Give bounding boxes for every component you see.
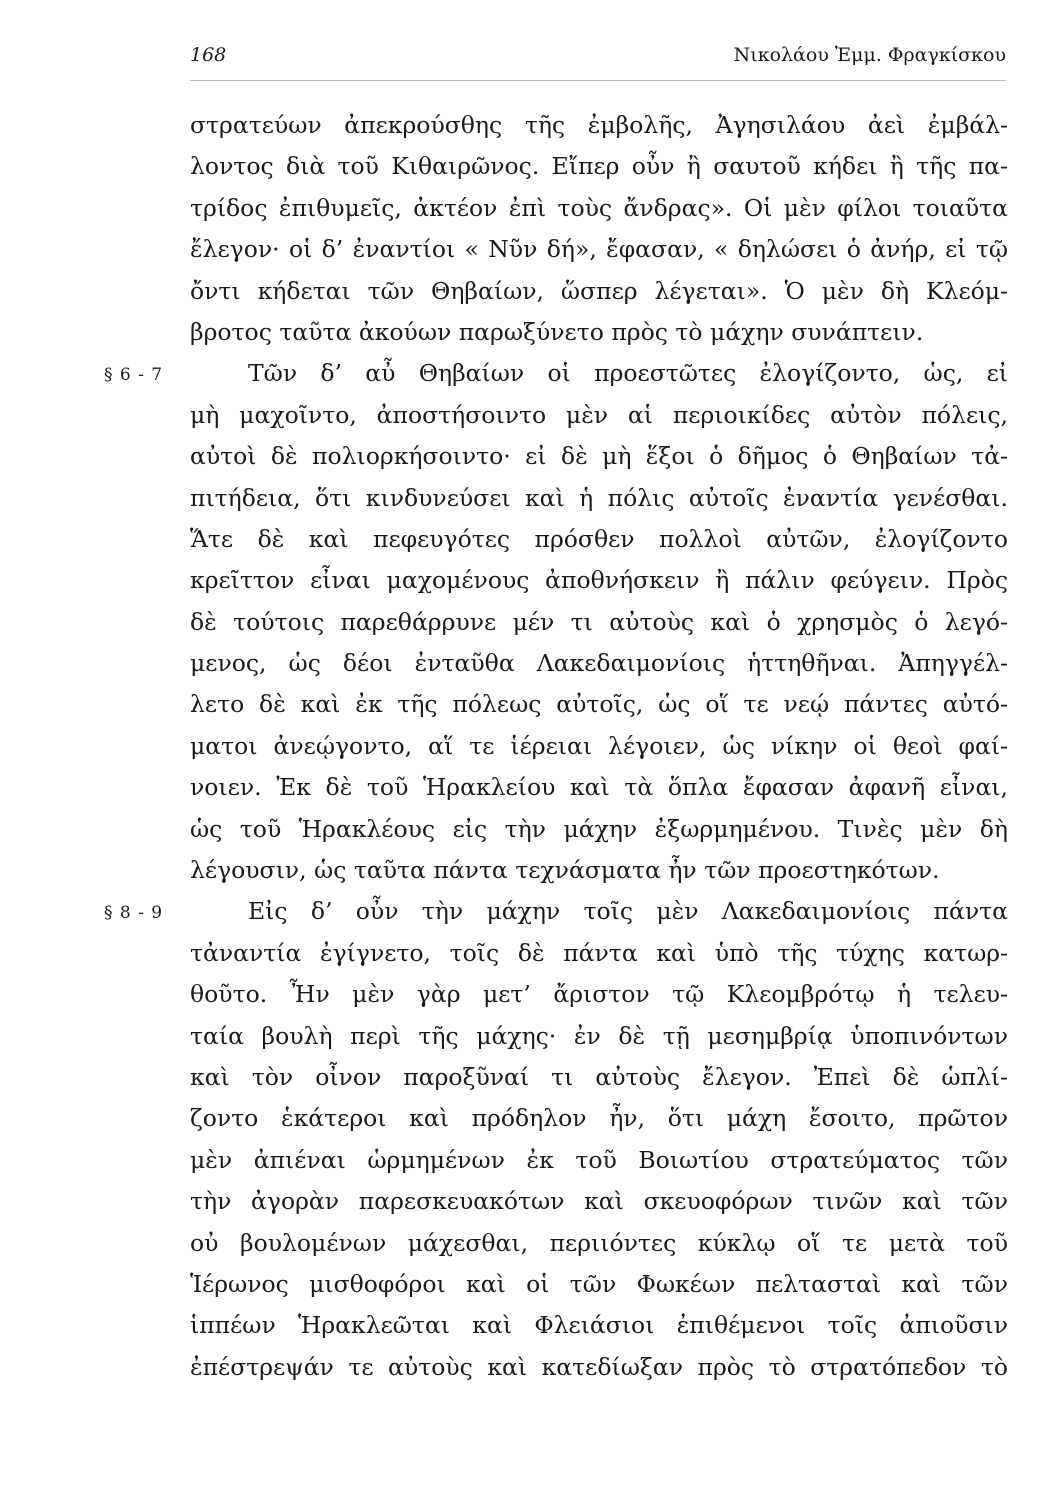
text-line-content: μὴ μαχοῖντο, ἀποστήσοιντο μὲν αἱ περιοικίδες αὐτὸν πόλεις, xyxy=(190,400,1008,429)
text-line-content: μενος, ὡς δέοι ἐνταῦθα Λακεδαιμονίοις ἡττηθῆναι. Ἀπηγγέλ- xyxy=(190,649,1008,678)
text-line-content: δὲ τούτοις παρεθάρρυνε μέν τι αὐτοὺς καὶ ὁ χρησμὸς ὁ λεγό- xyxy=(190,607,1008,636)
text-line xyxy=(190,229,1008,270)
text-line xyxy=(190,933,1008,974)
text-line-content: τἀναντία ἐγίγνετο, τοῖς δὲ πάντα καὶ ὑπὸ τῆς τύχης κατωρ- xyxy=(190,938,1008,967)
text-line-content: ὄντι κήδεται τῶν Θηβαίων, ὥσπερ λέγεται». Ὁ μὲν δὴ Κλεόμ- xyxy=(190,276,1008,305)
text-line-content: λετο δὲ καὶ ἐκ τῆς πόλεως αὐτοῖς, ὡς οἵ τε νεῴ πάντες αὐτό- xyxy=(190,690,1008,719)
text-line-content: καὶ τὸν οἶνον παροξῦναί τι αὐτοὺς ἔλεγον. Ἐπεὶ δὲ ὡπλί- xyxy=(190,1062,1008,1091)
text-line xyxy=(190,767,1008,808)
text-line xyxy=(190,684,1008,725)
text-line-content: οὐ βουλομένων μάχεσθαι, περιιόντες κύκλῳ οἵ τε μετὰ τοῦ xyxy=(190,1228,1008,1257)
text-line-content: ταία βουλὴ περὶ τῆς μάχης· ἐν δὲ τῇ μεσημβρίᾳ ὑποπινόντων xyxy=(190,1021,1008,1050)
text-line xyxy=(190,974,1008,1015)
text-line-content: ματοι ἀνεῴγοντο, αἵ τε ἱέρειαι λέγοιεν, ὡς νίκην οἱ θεοὶ φαί- xyxy=(190,731,1008,760)
text-line xyxy=(190,519,1008,560)
text-line xyxy=(190,1305,1008,1346)
text-line xyxy=(190,726,1008,767)
text-line-content: τρίδος ἐπιθυμεῖς, ἀκτέον ἐπὶ τοὺς ἄνδρας». Οἱ μὲν φίλοι τοιαῦτα xyxy=(190,193,1008,222)
text-line xyxy=(190,436,1008,477)
text-line-content: πιτήδεια, ὅτι κινδυνεύσει καὶ ἡ πόλις αὐτοῖς ἐναντία γενέσθαι. xyxy=(190,483,1008,512)
text-line-content: λέγουσιν, ὡς ταῦτα πάντα τεχνάσματα ἦν τῶν προεστηκότων. xyxy=(190,856,940,885)
text-line-content: ζοντο ἑκάτεροι καὶ πρόδηλον ἦν, ὅτι μάχη ἔσοιτο, πρῶτον xyxy=(190,1104,1008,1133)
text-line-content: στρατεύων ἀπεκρούσθης τῆς ἐμβολῆς, Ἀγησιλάου ἀεὶ ἐμβάλ- xyxy=(190,111,1008,139)
text-line xyxy=(190,1223,1008,1264)
text-line xyxy=(190,1016,1008,1057)
text-line xyxy=(190,395,1008,436)
text-line xyxy=(190,560,1008,601)
text-line xyxy=(190,188,1008,229)
text-line-content: μὲν ἀπιέναι ὡρμημένων ἐκ τοῦ Βοιωτίου στρατεύματος τῶν xyxy=(190,1145,1008,1174)
text-line-content: αὐτοὶ δὲ πολιορκήσοιντο· εἰ δὲ μὴ ἕξοι ὁ δῆμος ὁ Θηβαίων τἀ- xyxy=(190,442,1008,471)
text-line-content: βροτος ταῦτα ἀκούων παρωξύνετο πρὸς τὸ μάχην συνάπτειν. xyxy=(190,317,924,346)
text-line xyxy=(190,478,1008,519)
text-line-content: τὴν ἀγορὰν παρεσκευακότων καὶ σκευοφόρων τινῶν καὶ τῶν xyxy=(190,1187,1008,1216)
text-line xyxy=(104,891,1008,932)
text-line-content: λοντος διὰ τοῦ Κιθαιρῶνος. Εἴπερ οὖν ἢ σαυτοῦ κήδει ἢ τῆς πα- xyxy=(190,152,1008,181)
text-line-content: νοιεν. Ἐκ δὲ τοῦ Ἡρακλείου καὶ τὰ ὅπλα ἔφασαν ἀφανῆ εἶναι, xyxy=(190,773,1008,802)
text-line xyxy=(190,1140,1008,1181)
text-line-content: Ἱέρωνος μισθοφόροι καὶ οἱ τῶν Φωκέων πελτασταὶ καὶ τῶν xyxy=(190,1269,1008,1298)
text-line-content: θοῦτο. Ἦν μὲν γὰρ μετ’ ἄριστον τῷ Κλεομβρότῳ ἡ τελευ- xyxy=(190,980,1008,1009)
text-line-content: ἱππέων Ἡρακλεῶται καὶ Φλειάσιοι ἐπιθέμενοι τοῖς ἀπιοῦσιν xyxy=(190,1311,1008,1340)
text-line xyxy=(190,105,1008,146)
text-line xyxy=(104,353,1008,394)
header-rule xyxy=(190,80,1006,81)
text-line xyxy=(190,146,1008,187)
text-line xyxy=(190,1264,1008,1305)
text-line xyxy=(190,1098,1008,1139)
text-line xyxy=(190,1057,1008,1098)
text-line xyxy=(190,1347,1008,1388)
running-title: Νικολάου Ἐμμ. Φραγκίσκου xyxy=(733,44,1006,66)
text-line xyxy=(190,602,1008,643)
text-line-content: ὡς τοῦ Ἡρακλέους εἰς τὴν μάχην ἐξωρμημένου. Τινὲς μὲν δὴ xyxy=(190,814,1008,843)
text-line-content: ἐπέστρεψάν τε αὐτοὺς καὶ κατεδίωξαν πρὸς τὸ στρατόπεδον τὸ xyxy=(190,1352,1008,1381)
text-line-content: ἔλεγον· οἱ δ’ ἐναντίοι « Νῦν δή», ἔφασαν, « δηλώσει ὁ ἀνήρ, εἰ τῷ xyxy=(190,235,1008,264)
text-body xyxy=(104,105,1008,1388)
page-number: 168 xyxy=(190,44,227,66)
page-header xyxy=(0,0,1058,90)
text-line xyxy=(190,271,1008,312)
text-line xyxy=(190,809,1008,850)
text-line-content: κρεῖττον εἶναι μαχομένους ἀποθνήσκειν ἢ πάλιν φεύγειν. Πρὸς xyxy=(190,566,1008,595)
text-line-content: Τῶν δ’ αὖ Θηβαίων οἱ προεστῶτες ἐλογίζοντο, ὡς, εἰ xyxy=(248,359,1008,388)
section-margin-note: § 8 - 9 xyxy=(104,903,164,924)
section-margin-note: § 6 - 7 xyxy=(104,365,164,386)
text-line-content: Εἰς δ’ οὖν τὴν μάχην τοῖς μὲν Λακεδαιμονίοις πάντα xyxy=(248,897,1008,926)
text-line-content: Ἅτε δὲ καὶ πεφευγότες πρόσθεν πολλοὶ αὐτῶν, ἐλογίζοντο xyxy=(190,524,1008,553)
text-line xyxy=(190,1181,1008,1222)
text-line xyxy=(190,312,1008,353)
text-line xyxy=(190,850,1008,891)
text-line xyxy=(190,643,1008,684)
